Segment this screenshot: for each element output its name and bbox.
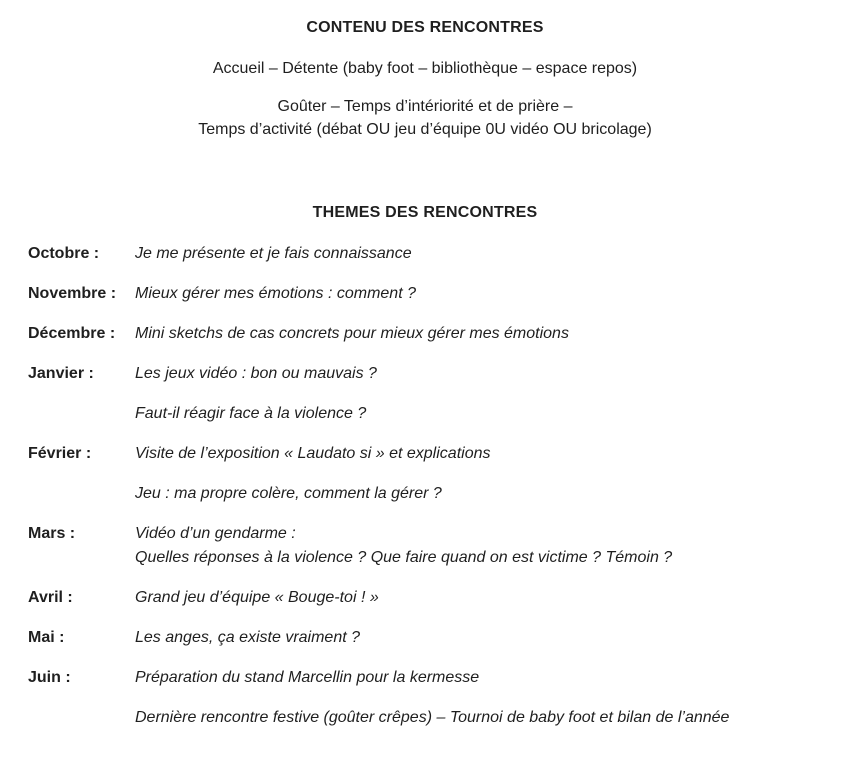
theme-text: Dernière rencontre festive (goûter crêpes) – Tournoi de baby foot et bilan de l’année <box>135 709 730 726</box>
theme-row-juin <box>28 666 840 690</box>
month-label: Février : <box>28 445 92 462</box>
month-label: Novembre : <box>28 285 117 302</box>
theme-text: Les jeux vidéo : bon ou mauvais ? <box>135 365 377 382</box>
month-label: Octobre : <box>28 245 100 262</box>
month-label: Mars : <box>28 525 76 542</box>
month-label: Avril : <box>28 589 73 606</box>
theme-row-janvier-2 <box>28 402 840 426</box>
theme-row-fevrier <box>28 442 840 466</box>
theme-text: Vidéo d’un gendarme : Quelles réponses à la violence ? Que faire quand on est victime ? Témoin ? <box>135 525 673 566</box>
theme-row-novembre <box>28 282 840 306</box>
theme-text: Je me présente et je fais connaissance <box>135 245 412 262</box>
content-line-gouter: Goûter – Temps d’intériorité et de prière – <box>277 98 573 115</box>
theme-row-avril <box>28 586 840 610</box>
content-title: CONTENU DES RENCONTRES <box>306 19 544 36</box>
theme-text: Mieux gérer mes émotions : comment ? <box>135 285 416 302</box>
theme-row-octobre <box>28 242 840 266</box>
month-label: Juin : <box>28 669 71 686</box>
content-line-accueil: Accueil – Détente (baby foot – bibliothèque – espace repos) <box>212 60 638 77</box>
theme-row-mars <box>28 522 840 570</box>
content-lines-gouter-activite <box>0 95 850 141</box>
theme-text: Faut-il réagir face à la violence ? <box>135 405 367 422</box>
theme-row-fevrier-2 <box>28 482 840 506</box>
theme-text: Les anges, ça existe vraiment ? <box>135 629 361 646</box>
theme-text: Jeu : ma propre colère, comment la gérer ? <box>135 485 442 502</box>
theme-row-decembre <box>28 322 840 346</box>
theme-row-mai <box>28 626 840 650</box>
month-label: Mai : <box>28 629 65 646</box>
content-line-activite: Temps d’activité (débat OU jeu d’équipe 0U vidéo OU bricolage) <box>198 121 652 138</box>
theme-text: Visite de l’exposition « Laudato si » et explications <box>135 445 491 462</box>
theme-text: Grand jeu d’équipe « Bouge-toi ! » <box>135 589 379 606</box>
month-label: Janvier : <box>28 365 94 382</box>
month-label: Décembre : <box>28 325 116 342</box>
theme-row-juin-2 <box>28 706 840 730</box>
theme-row-janvier <box>28 362 840 386</box>
theme-text: Mini sketchs de cas concrets pour mieux gérer mes émotions <box>135 325 569 342</box>
themes-list <box>0 242 850 730</box>
theme-text: Préparation du stand Marcellin pour la kermesse <box>135 669 480 686</box>
content-section <box>0 0 850 141</box>
themes-title: THEMES DES RENCONTRES <box>312 204 538 221</box>
